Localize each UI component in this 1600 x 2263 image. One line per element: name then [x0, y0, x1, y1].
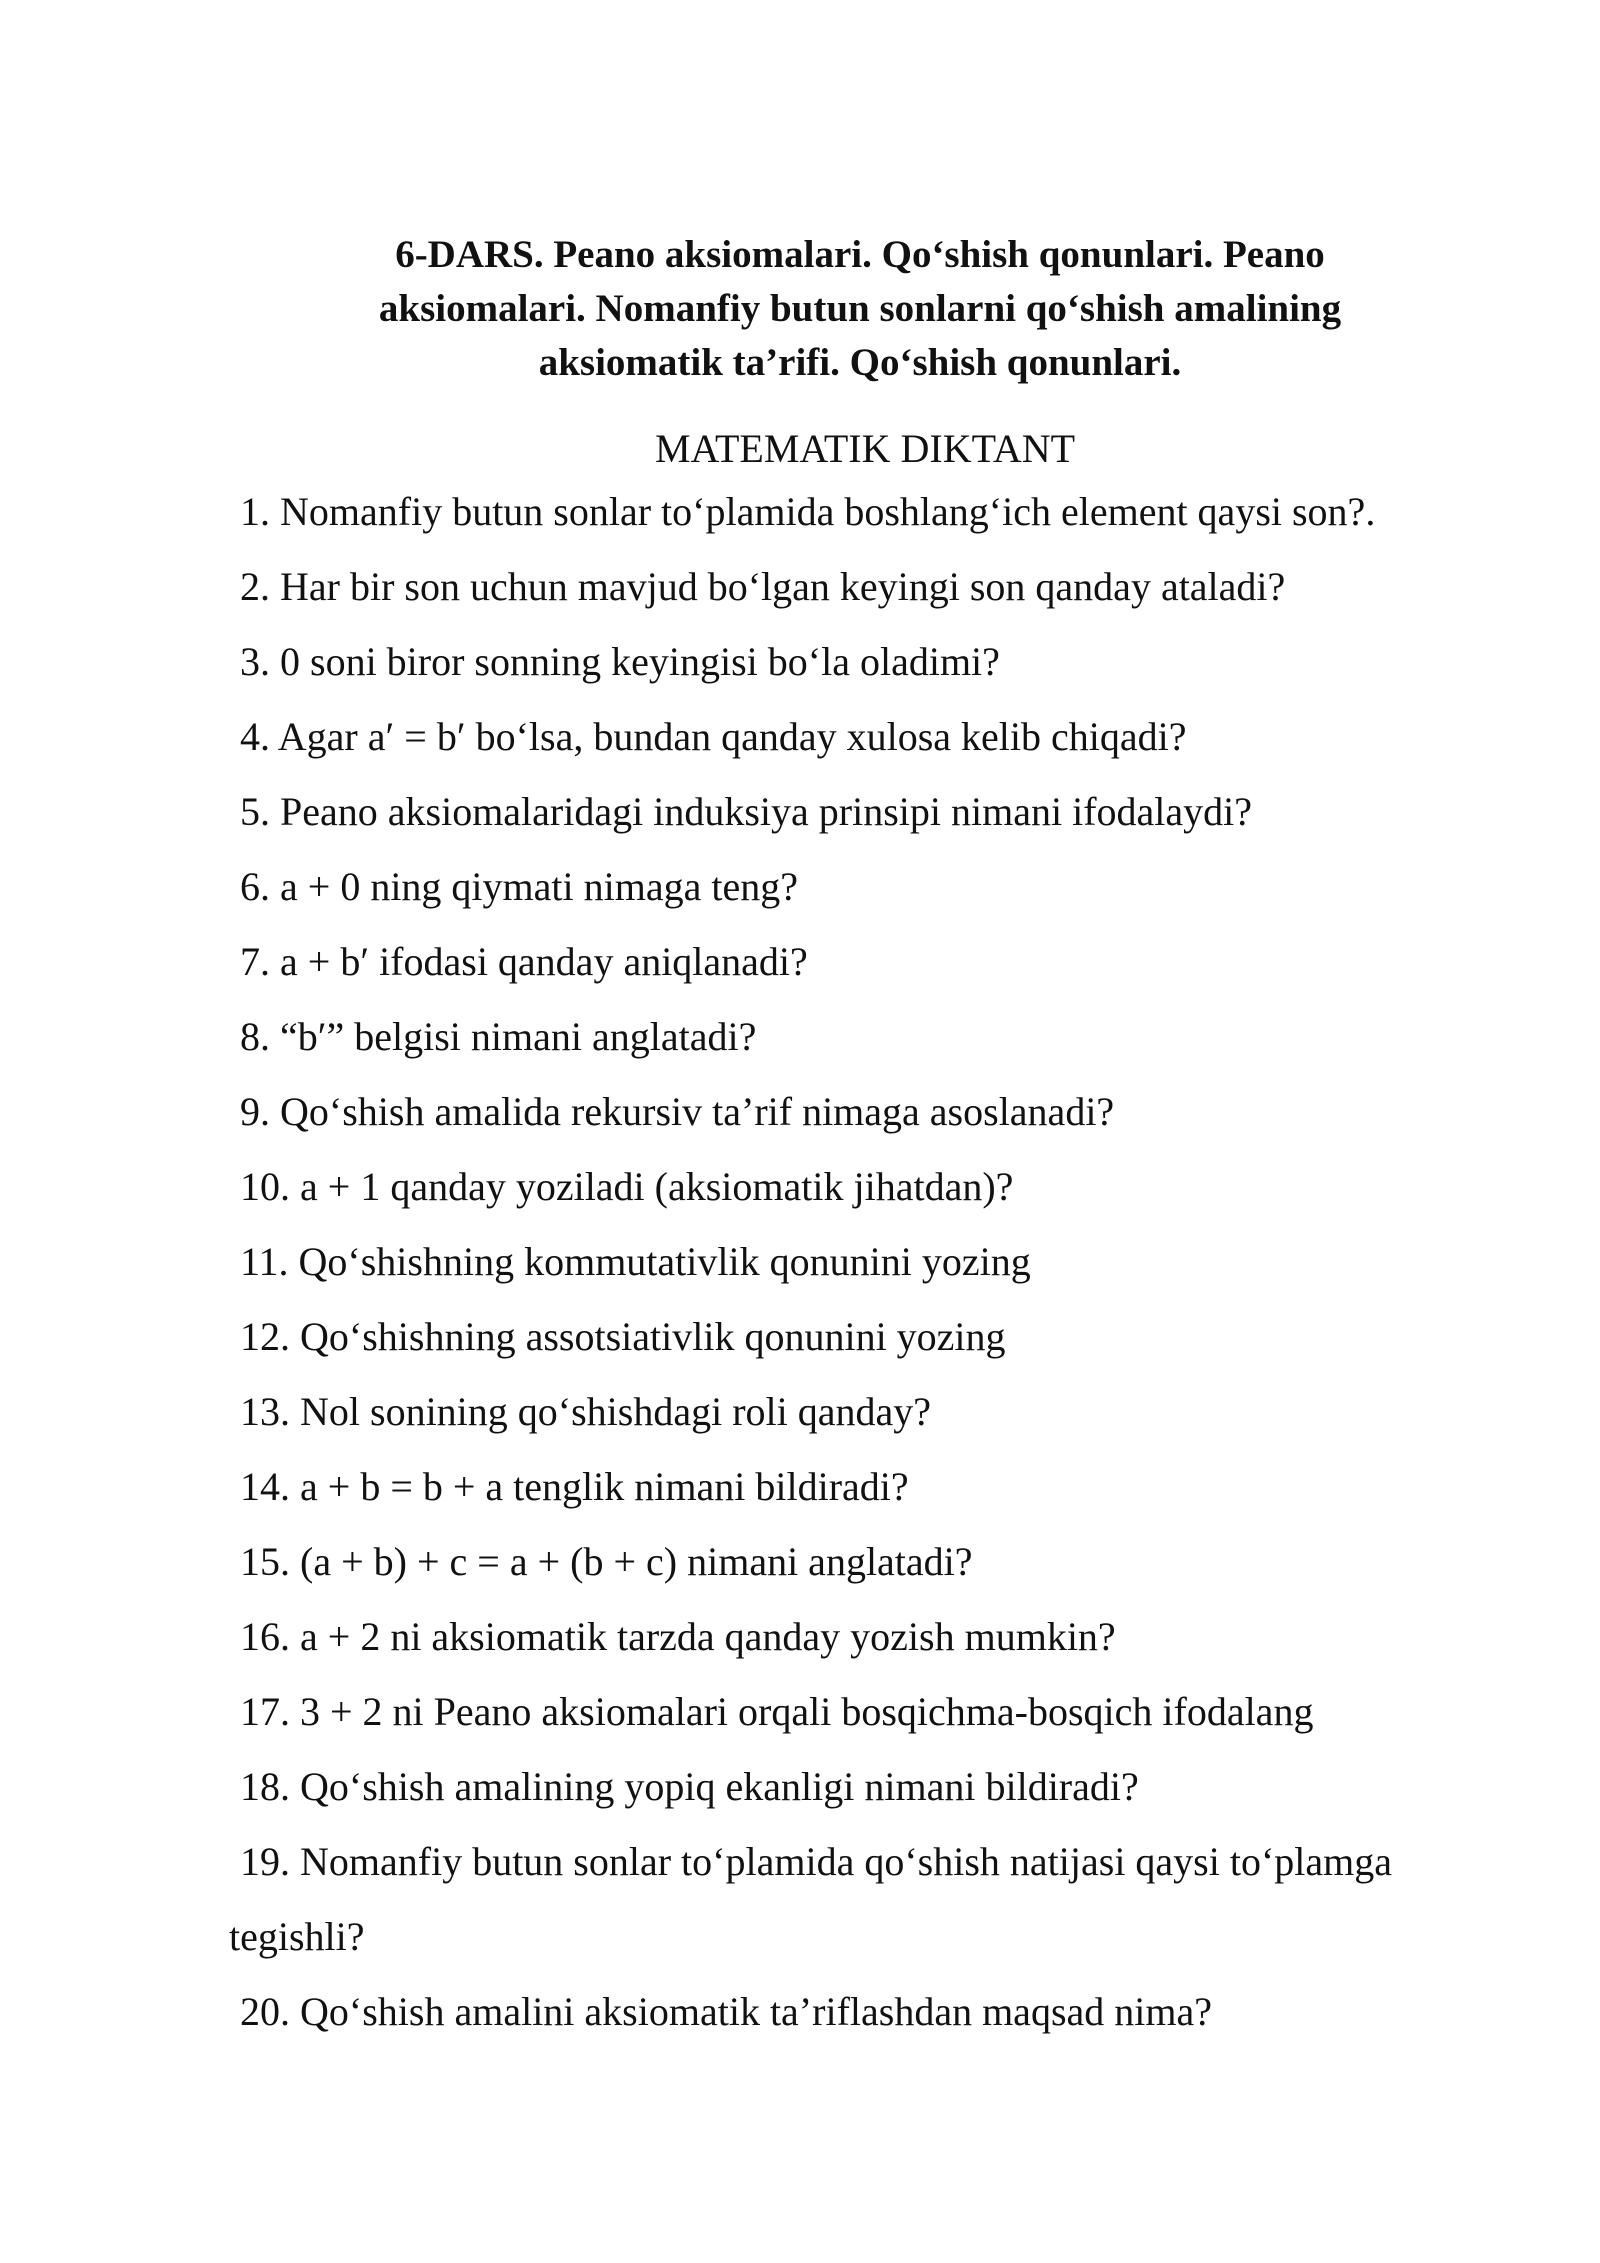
section-subtitle: MATEMATIK DIKTANT [654, 426, 1076, 471]
question-19-line-1: 19. Nomanfiy butun sonlar to‘plamida qo‘shish natijasi qaysi to‘plamga [240, 1839, 1393, 1884]
question-17: 17. 3 + 2 ni Peano aksiomalari orqali bosqichma-bosqich ifodalang [240, 1689, 1314, 1734]
question-14: 14. a + b = b + a tenglik nimani bildiradi? [240, 1464, 909, 1509]
question-16: 16. a + 2 ni aksiomatik tarzda qanday yozish mumkin? [240, 1614, 1116, 1659]
lesson-title-line-3: aksiomatik ta’rifi. Qo‘shish qonunlari. [538, 341, 1182, 384]
question-7: 7. a + b′ ifodasi qanday aniqlanadi? [240, 939, 808, 984]
question-1: 1. Nomanfiy butun sonlar to‘plamida boshlang‘ich element qaysi son?. [240, 489, 1376, 534]
lesson-title [250, 228, 1470, 390]
question-15: 15. (a + b) + c = a + (b + c) nimani anglatadi? [240, 1539, 973, 1584]
question-12: 12. Qo‘shishning assotsiativlik qonunini yozing [240, 1314, 1006, 1359]
question-11: 11. Qo‘shishning kommutativlik qonunini yozing [240, 1239, 1031, 1284]
question-4: 4. Agar a′ = b′ bo‘lsa, bundan qanday xulosa kelib chiqadi? [240, 714, 1187, 759]
question-10: 10. a + 1 qanday yoziladi (aksiomatik jihatdan)? [240, 1164, 1014, 1209]
question-5: 5. Peano aksiomalaridagi induksiya prinsipi nimani ifodalaydi? [240, 789, 1253, 834]
question-2: 2. Har bir son uchun mavjud bo‘lgan keyingi son qanday ataladi? [240, 564, 1286, 609]
lesson-title-line-1: 6-DARS. Peano aksiomalari. Qo‘shish qonunlari. Peano [395, 233, 1325, 276]
question-8: 8. “b′” belgisi nimani anglatadi? [240, 1014, 757, 1059]
question-9: 9. Qo‘shish amalida rekursiv ta’rif nimaga asoslanadi? [240, 1089, 1115, 1134]
question-20: 20. Qo‘shish amalini aksiomatik ta’riflashdan maqsad nima? [240, 1989, 1212, 2034]
question-3: 3. 0 soni biror sonning keyingisi bo‘la oladimi? [240, 639, 1000, 684]
question-19 [0, 1824, 1600, 1974]
question-19-line-2: tegishli? [229, 1914, 365, 1959]
lesson-title-line-2: aksiomalari. Nomanfiy butun sonlarni qo‘shish amalining [378, 287, 1342, 330]
question-18: 18. Qo‘shish amalining yopiq ekanligi nimani bildiradi? [240, 1764, 1139, 1809]
question-6: 6. a + 0 ning qiymati nimaga teng? [240, 864, 798, 909]
question-list [0, 474, 1600, 2049]
question-13: 13. Nol sonining qo‘shishdagi roli qanday? [240, 1389, 932, 1434]
